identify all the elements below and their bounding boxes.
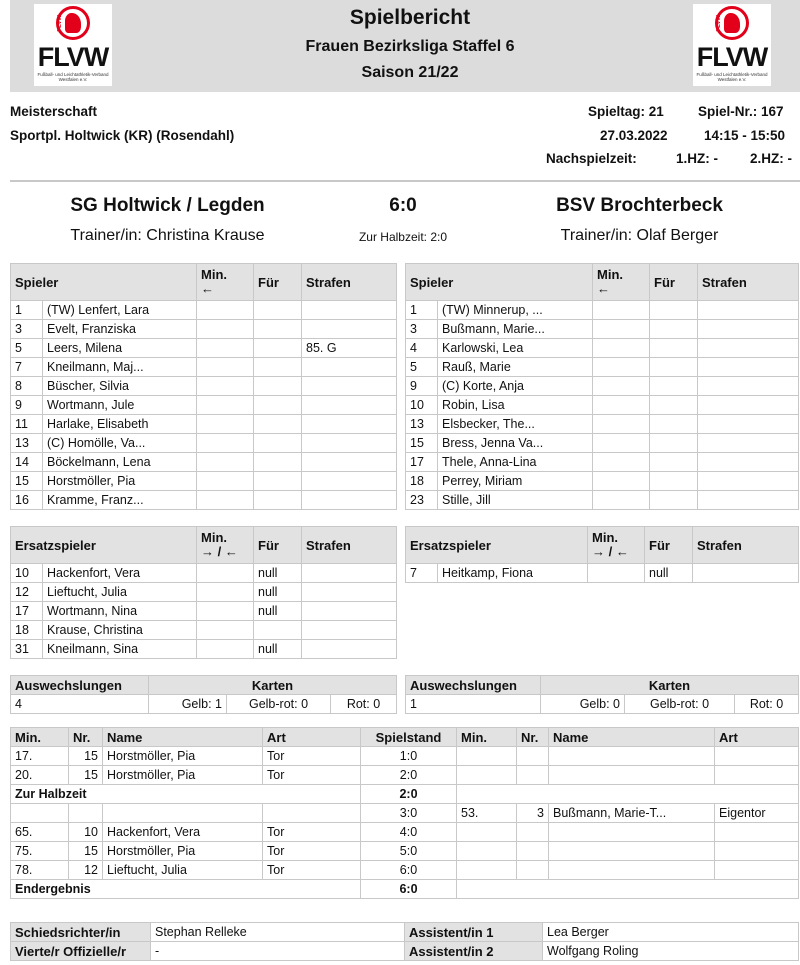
event-score: 2:0	[361, 766, 457, 785]
player-penalty	[302, 564, 397, 583]
match-time: 14:15 - 15:50	[704, 128, 786, 143]
player-row	[11, 415, 397, 434]
player-penalty	[302, 358, 397, 377]
home-team-name: SG Holtwick / Legden	[70, 195, 265, 216]
event-player-number: 15	[69, 766, 103, 785]
event-row	[11, 880, 799, 899]
player-name: Hackenfort, Vera	[43, 564, 197, 583]
player-penalty	[302, 453, 397, 472]
overtime-label: Nachspielzeit:	[546, 151, 637, 166]
away-yellow-cards: Gelb: 0	[541, 695, 625, 714]
event-score: 1:0	[361, 747, 457, 766]
player-for	[650, 415, 698, 434]
divider	[10, 180, 800, 182]
player-number: 18	[406, 472, 438, 491]
player-number: 3	[11, 320, 43, 339]
event-row	[11, 861, 799, 880]
assistant1-name: Lea Berger	[543, 923, 799, 942]
player-for	[254, 472, 302, 491]
matchday: Spieltag: 21	[588, 104, 664, 119]
match-events-table: Min. Nr. Name Art Spielstand Min. Nr. Name Art 17. 15 Horstmöller, Pia Tor 1:0 20. 15 Horstmöller, Pia Tor 2:0 Zur Halbzeit 2:0 3:0 53. 3 Bußmann, Marie-T... Eigentor 65. 10 Hackenfort, Vera Tor 4:0 75. 15 Horstmöller, Pia Tor 5:0 78. 12 Lieftucht, Julia Tor 6:0 Endergebnis 6:0	[10, 727, 799, 899]
player-number: 15	[11, 472, 43, 491]
event-player-name: Horstmöller, Pia	[103, 842, 263, 861]
home-red-cards: Rot: 0	[331, 695, 397, 714]
player-number: 10	[11, 564, 43, 583]
player-minute	[593, 358, 650, 377]
player-name: (C) Homölle, Va...	[43, 434, 197, 453]
event-score: 3:0	[361, 804, 457, 823]
report-header	[10, 0, 800, 92]
player-row	[406, 320, 799, 339]
event-score: 4:0	[361, 823, 457, 842]
event-type: Tor	[263, 842, 361, 861]
player-number: 5	[11, 339, 43, 358]
player-number: 7	[11, 358, 43, 377]
player-minute	[593, 434, 650, 453]
player-name: (C) Korte, Anja	[438, 377, 593, 396]
player-row	[406, 301, 799, 320]
event-score: 2:0	[361, 785, 457, 804]
player-penalty	[302, 434, 397, 453]
player-for	[650, 377, 698, 396]
away-yellowred-cards: Gelb-rot: 0	[625, 695, 735, 714]
player-for	[254, 396, 302, 415]
player-penalty	[698, 434, 799, 453]
player-penalty	[698, 396, 799, 415]
player-row	[11, 583, 397, 602]
home-summary-table: Auswechslungen Karten 4 Gelb: 1 Gelb-rot: 0 Rot: 0	[10, 675, 397, 714]
player-penalty	[302, 583, 397, 602]
assistant2-name: Wolfgang Roling	[543, 942, 799, 961]
player-number: 12	[11, 583, 43, 602]
player-penalty	[302, 377, 397, 396]
player-for	[254, 339, 302, 358]
season-title: Saison 21/22	[361, 64, 459, 81]
event-row	[11, 842, 799, 861]
player-minute	[593, 320, 650, 339]
player-penalty	[698, 339, 799, 358]
player-row	[11, 358, 397, 377]
player-minute	[593, 396, 650, 415]
event-type: Tor	[263, 823, 361, 842]
overtime-first-half: 1.HZ: -	[676, 151, 718, 166]
player-number: 15	[406, 434, 438, 453]
player-for	[254, 377, 302, 396]
player-minute	[593, 453, 650, 472]
away-team-name: BSV Brochterbeck	[556, 195, 723, 216]
player-minute	[197, 491, 254, 510]
away-red-cards: Rot: 0	[735, 695, 799, 714]
officials-table: Schiedsrichter/in Stephan Relleke Assistent/in 1 Lea Berger Vierte/r Offizielle/r - Assistent/in 2 Wolfgang Roling	[10, 922, 799, 961]
player-name: Horstmöller, Pia	[43, 472, 197, 491]
player-row	[11, 320, 397, 339]
fourth-official-name: -	[151, 942, 405, 961]
home-yellow-cards: Gelb: 1	[149, 695, 227, 714]
event-player-number: 15	[69, 747, 103, 766]
player-name: Büscher, Silvia	[43, 377, 197, 396]
player-penalty	[302, 472, 397, 491]
event-minute: 75.	[11, 842, 69, 861]
player-name: (TW) Minnerup, ...	[438, 301, 593, 320]
event-player-number: 10	[69, 823, 103, 842]
player-penalty	[698, 472, 799, 491]
player-number: 4	[406, 339, 438, 358]
away-lineup-table: Spieler Min. ← Für Strafen 1 (TW) Minnerup, ... 3 Bußmann, Marie... 4 Karlowski, Lea 5 Rauß, Marie 9 (C) Korte, Anja 10 Robin, Lisa 13 Elsbecker, The... 15 Bress, Jenna Va... 17 Thele, Anna-Lina 18 Perrey, Miriam 23 Stille, Jill	[405, 263, 799, 510]
player-penalty	[302, 640, 397, 659]
player-minute	[197, 415, 254, 434]
player-name: Krause, Christina	[43, 621, 197, 640]
player-for	[650, 320, 698, 339]
player-for	[650, 301, 698, 320]
player-row	[406, 377, 799, 396]
player-for	[254, 621, 302, 640]
player-name: Wortmann, Jule	[43, 396, 197, 415]
player-row	[406, 396, 799, 415]
horse-emblem-icon: FLVW	[715, 6, 749, 40]
player-name: Kneilmann, Sina	[43, 640, 197, 659]
player-minute	[197, 564, 254, 583]
player-minute	[197, 602, 254, 621]
home-yellowred-cards: Gelb-rot: 0	[227, 695, 331, 714]
player-number: 3	[406, 320, 438, 339]
player-row	[11, 434, 397, 453]
player-penalty	[698, 301, 799, 320]
player-number: 17	[11, 602, 43, 621]
player-name: Harlake, Elisabeth	[43, 415, 197, 434]
final-score: 6:0	[389, 195, 417, 216]
player-for	[254, 491, 302, 510]
player-minute	[593, 339, 650, 358]
event-minute: 78.	[11, 861, 69, 880]
player-row	[11, 377, 397, 396]
player-penalty	[302, 491, 397, 510]
player-name: Evelt, Franziska	[43, 320, 197, 339]
player-number: 14	[11, 453, 43, 472]
player-name: Stille, Jill	[438, 491, 593, 510]
player-number: 1	[406, 301, 438, 320]
player-for	[254, 358, 302, 377]
player-name: Karlowski, Lea	[438, 339, 593, 358]
player-name: Bress, Jenna Va...	[438, 434, 593, 453]
player-name: Leers, Milena	[43, 339, 197, 358]
event-player-name: Horstmöller, Pia	[103, 747, 263, 766]
player-row	[406, 339, 799, 358]
player-row	[406, 564, 799, 583]
event-row	[11, 804, 799, 823]
player-minute	[197, 339, 254, 358]
away-trainer: Trainer/in: Olaf Berger	[560, 227, 719, 244]
event-minute: 53.	[457, 804, 517, 823]
player-number: 17	[406, 453, 438, 472]
player-row	[406, 434, 799, 453]
player-name: Rauß, Marie	[438, 358, 593, 377]
player-penalty	[698, 491, 799, 510]
player-penalty	[698, 377, 799, 396]
player-name: Elsbecker, The...	[438, 415, 593, 434]
halftime-score: Zur Halbzeit: 2:0	[358, 230, 448, 244]
player-for	[650, 339, 698, 358]
player-row	[11, 602, 397, 621]
player-for: null	[645, 564, 693, 583]
player-for	[650, 491, 698, 510]
player-name: Heitkamp, Fiona	[438, 564, 588, 583]
player-name: (TW) Lenfert, Lara	[43, 301, 197, 320]
event-score: 5:0	[361, 842, 457, 861]
player-minute	[197, 472, 254, 491]
player-penalty: 85. G	[302, 339, 397, 358]
player-for	[254, 453, 302, 472]
event-player-number: 3	[517, 804, 549, 823]
player-for: null	[254, 583, 302, 602]
player-row	[11, 640, 397, 659]
player-row	[11, 396, 397, 415]
player-for	[650, 434, 698, 453]
flvw-logo: FLVW FLVW Fußball- und Leichtathletik-Verband Westfalen e.V.	[34, 4, 112, 86]
player-penalty	[698, 320, 799, 339]
event-row	[11, 823, 799, 842]
player-minute	[593, 415, 650, 434]
player-name: Kramme, Franz...	[43, 491, 197, 510]
player-minute	[197, 320, 254, 339]
event-label: Endergebnis	[11, 880, 361, 899]
event-player-name: Horstmöller, Pia	[103, 766, 263, 785]
event-row	[11, 747, 799, 766]
player-penalty	[698, 415, 799, 434]
player-number: 13	[406, 415, 438, 434]
player-number: 16	[11, 491, 43, 510]
event-player-number: 15	[69, 842, 103, 861]
referee-name: Stephan Relleke	[151, 923, 405, 942]
player-row	[406, 453, 799, 472]
away-subs-table: Ersatzspieler Min. → / ← Für Strafen 7 Heitkamp, Fiona null	[405, 526, 799, 583]
away-summary-table: Auswechslungen Karten 1 Gelb: 0 Gelb-rot: 0 Rot: 0	[405, 675, 799, 714]
player-penalty	[698, 358, 799, 377]
event-score: 6:0	[361, 880, 457, 899]
event-player-name: Bußmann, Marie-T...	[549, 804, 715, 823]
player-minute	[197, 640, 254, 659]
player-for	[650, 472, 698, 491]
player-number: 13	[11, 434, 43, 453]
player-minute	[197, 358, 254, 377]
player-for	[254, 415, 302, 434]
player-penalty	[302, 320, 397, 339]
event-minute: 17.	[11, 747, 69, 766]
player-row	[406, 491, 799, 510]
player-row	[406, 472, 799, 491]
match-type: Meisterschaft	[10, 104, 98, 119]
player-penalty	[302, 415, 397, 434]
player-penalty	[693, 564, 799, 583]
player-name: Robin, Lisa	[438, 396, 593, 415]
player-row	[11, 472, 397, 491]
player-number: 11	[11, 415, 43, 434]
player-for: null	[254, 640, 302, 659]
player-name: Kneilmann, Maj...	[43, 358, 197, 377]
event-type: Eigentor	[715, 804, 799, 823]
player-for	[650, 396, 698, 415]
event-type: Tor	[263, 747, 361, 766]
player-minute	[197, 301, 254, 320]
home-trainer: Trainer/in: Christina Krause	[70, 227, 265, 244]
player-name: Wortmann, Nina	[43, 602, 197, 621]
player-row	[11, 301, 397, 320]
player-name: Lieftucht, Julia	[43, 583, 197, 602]
player-number: 7	[406, 564, 438, 583]
player-minute	[197, 377, 254, 396]
player-number: 18	[11, 621, 43, 640]
player-row	[11, 453, 397, 472]
player-number: 9	[11, 396, 43, 415]
player-for	[650, 453, 698, 472]
player-name: Bußmann, Marie...	[438, 320, 593, 339]
event-minute: 65.	[11, 823, 69, 842]
away-subs-count: 1	[406, 695, 541, 714]
overtime-second-half: 2.HZ: -	[750, 151, 792, 166]
player-penalty	[698, 453, 799, 472]
player-number: 8	[11, 377, 43, 396]
horse-emblem-icon: FLVW	[56, 6, 90, 40]
player-row	[406, 415, 799, 434]
event-row	[11, 766, 799, 785]
player-for: null	[254, 564, 302, 583]
event-label: Zur Halbzeit	[11, 785, 361, 804]
home-lineup-table: Spieler Min. ← Für Strafen 1 (TW) Lenfert, Lara 3 Evelt, Franziska 5 Leers, Milena 85. G 7 Kneilmann, Maj... 8 Büscher, Silvia 9 Wortmann, Jule 11 Harlake, Elisabeth 13 (C) Homölle, Va... 14 Böckelmann, Lena 15 Horstmöller, Pia 16 Kramme, Franz...	[10, 263, 397, 510]
player-for: null	[254, 602, 302, 621]
player-number: 31	[11, 640, 43, 659]
player-name: Böckelmann, Lena	[43, 453, 197, 472]
player-penalty	[302, 621, 397, 640]
player-penalty	[302, 396, 397, 415]
event-player-name: Lieftucht, Julia	[103, 861, 263, 880]
match-date: 27.03.2022	[600, 128, 668, 143]
event-player-number: 12	[69, 861, 103, 880]
home-subs-count: 4	[11, 695, 149, 714]
player-name: Thele, Anna-Lina	[438, 453, 593, 472]
player-for	[254, 320, 302, 339]
page-title: Spielbericht	[349, 6, 471, 29]
flvw-logo: FLVW FLVW Fußball- und Leichtathletik-Verband Westfalen e.V.	[693, 4, 771, 86]
player-row	[406, 358, 799, 377]
player-row	[11, 621, 397, 640]
player-for	[254, 434, 302, 453]
player-minute	[593, 491, 650, 510]
player-number: 5	[406, 358, 438, 377]
player-minute	[593, 472, 650, 491]
event-minute: 20.	[11, 766, 69, 785]
player-penalty	[302, 301, 397, 320]
player-minute	[593, 301, 650, 320]
player-number: 9	[406, 377, 438, 396]
player-minute	[588, 564, 645, 583]
venue: Sportpl. Holtwick (KR) (Rosendahl)	[10, 128, 235, 143]
player-row	[11, 564, 397, 583]
league-title: Frauen Bezirksliga Staffel 6	[305, 38, 515, 55]
event-row	[11, 785, 799, 804]
player-minute	[593, 377, 650, 396]
event-type: Tor	[263, 861, 361, 880]
player-number: 23	[406, 491, 438, 510]
event-score: 6:0	[361, 861, 457, 880]
home-subs-table: Ersatzspieler Min. → / ← Für Strafen 10 Hackenfort, Vera null 12 Lieftucht, Julia null 17 Wortmann, Nina null 18 Krause, Christina 31 Kneilmann, Sina null	[10, 526, 397, 659]
player-minute	[197, 583, 254, 602]
player-for	[650, 358, 698, 377]
player-for	[254, 301, 302, 320]
player-minute	[197, 396, 254, 415]
player-row	[11, 339, 397, 358]
event-player-name: Hackenfort, Vera	[103, 823, 263, 842]
game-number: Spiel-Nr.: 167	[698, 104, 784, 119]
player-minute	[197, 434, 254, 453]
player-number: 1	[11, 301, 43, 320]
event-type: Tor	[263, 766, 361, 785]
player-minute	[197, 621, 254, 640]
player-number: 10	[406, 396, 438, 415]
player-row	[11, 491, 397, 510]
player-minute	[197, 453, 254, 472]
player-name: Perrey, Miriam	[438, 472, 593, 491]
player-penalty	[302, 602, 397, 621]
